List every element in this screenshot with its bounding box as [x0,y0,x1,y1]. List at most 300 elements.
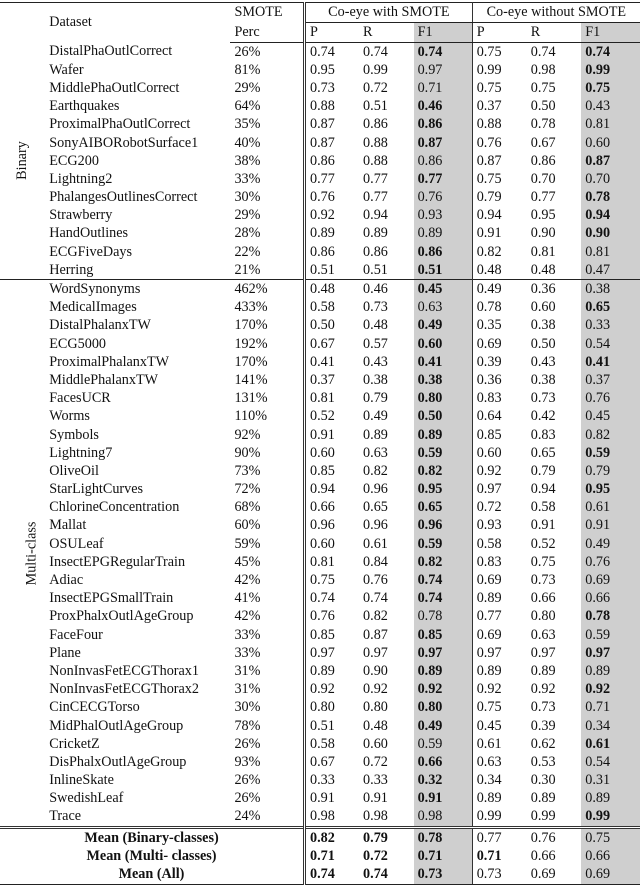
cell-p-without: 0.75 [476,79,502,96]
cell-f1-without: 0.76 [581,553,640,571]
cell-p-with: 0.67 [310,753,335,770]
cell-r-without: 0.50 [530,335,556,352]
cell-p-with: 0.67 [310,335,335,352]
cell-f1-without: 0.31 [581,772,640,790]
cell-r-with: 0.74 [363,43,388,60]
cell-f1-without: 0.54 [581,335,640,353]
cell-r-without: 0.38 [530,371,556,388]
dataset-name: MedicalImages [49,299,137,316]
cell-r-with: 0.46 [359,280,414,299]
dataset-name: Trace [49,808,82,825]
cell-f1-without: 0.75 [581,79,640,97]
cell-r-without: 0.77 [530,189,556,206]
cell-f1-with: 0.96 [414,517,473,535]
cell-f1-without: 0.41 [581,353,640,371]
cell-f1-without: 0.90 [581,225,640,243]
cell-r-with: 0.86 [363,116,388,133]
table-row [0,408,640,426]
cell-r-with: 0.60 [363,735,388,752]
cell-f1-with: 0.63 [414,299,473,317]
cell-r-without: 0.66 [530,590,556,607]
cell-r-with: 0.86 [363,243,388,260]
cell-p-with: 0.92 [310,681,335,698]
table-row [0,808,640,828]
cell-f1-without: 0.66 [581,590,640,608]
table-row [0,317,640,335]
cell-r-with: 0.88 [363,134,388,151]
cell-r-without: 0.76 [527,828,582,848]
cell-p-with: 0.51 [310,717,335,734]
cell-p-without: 0.75 [476,170,502,187]
cell-r-without: 0.73 [530,699,556,716]
smote-perc: 92% [230,426,304,444]
cell-p-with: 0.50 [310,317,335,334]
cell-p-without: 0.64 [476,408,502,425]
cell-p-with: 0.37 [310,371,335,388]
cell-r-with: 0.99 [363,61,388,78]
cell-p-with: 0.60 [310,535,335,552]
table-row [0,61,640,79]
cell-p-with: 0.51 [310,261,335,278]
dataset-name: MiddlePhaOutlCorrect [49,79,180,96]
table-row [0,335,640,353]
table-row [0,225,640,243]
cell-r-without: 0.63 [530,626,556,643]
cell-f1-without: 0.37 [581,371,640,389]
cell-r-with: 0.79 [363,390,388,407]
cell-r-with: 0.80 [363,699,388,716]
cell-p-without: 0.93 [476,517,502,534]
dataset-name: InlineSkate [49,772,114,789]
dataset-name: MiddlePhalanxTW [49,371,159,388]
smote-perc: 26% [230,43,304,62]
cell-r-without: 0.73 [530,390,556,407]
cell-r-with: 0.61 [363,535,388,552]
group-label-binary [0,43,45,280]
cell-f1-with: 0.78 [414,608,473,626]
cell-p-with: 0.73 [310,79,335,96]
table-row [0,261,640,280]
p-header-with: P [305,23,360,43]
dataset-name: ProxPhalxOutlAgeGroup [49,608,194,625]
cell-r-without: 0.60 [530,299,556,316]
cell-p-with: 0.82 [305,828,360,848]
cell-p-with: 0.74 [305,865,360,884]
table-row [0,444,640,462]
smote-perc: 192% [230,335,304,353]
table-row [0,626,640,644]
table-row [0,462,640,480]
table-row [0,134,640,152]
cell-p-with: 0.76 [310,608,335,625]
cell-p-without: 0.89 [476,590,502,607]
cell-f1-with: 0.80 [414,699,473,717]
cell-p-without: 0.91 [476,225,502,242]
table-row [0,170,640,188]
dataset-name: InsectEPGRegularTrain [49,553,186,570]
table-row [0,243,640,261]
dataset-name: OSULeaf [49,535,104,552]
cell-r-without: 0.70 [530,170,556,187]
table-row [0,535,640,553]
cell-f1-with: 0.97 [414,644,473,662]
table-row [0,98,640,116]
cell-r-without: 0.80 [530,608,556,625]
cell-r-without: 0.50 [530,98,556,115]
cell-r-with: 0.96 [363,481,388,498]
cell-f1-with: 0.73 [414,865,473,884]
smote-perc: 41% [230,590,304,608]
dataset-name: StarLightCurves [49,481,144,498]
cell-p-without: 0.97 [476,481,502,498]
cell-r-without: 0.69 [527,865,582,884]
smote-perc: 33% [230,170,304,188]
table-row [0,79,640,97]
cell-f1-without: 0.99 [581,808,640,828]
dataset-name: Adiac [49,572,84,589]
cell-r-with: 0.82 [363,608,388,625]
cell-p-with: 0.86 [310,152,335,169]
smote-perc: 42% [230,571,304,589]
cell-f1-with: 0.59 [414,735,473,753]
cell-p-with: 0.97 [310,644,335,661]
cell-r-without: 0.38 [530,317,556,334]
cell-f1-without: 0.33 [581,317,640,335]
dataset-name: CricketZ [49,735,100,752]
cell-p-with: 0.87 [310,134,335,151]
cell-r-with: 0.84 [363,553,388,570]
dataset-name: ProximalPhaOutlCorrect [49,116,191,133]
cell-r-without: 0.58 [530,499,556,516]
cell-p-with: 0.66 [310,499,335,516]
cell-f1-with: 0.45 [414,280,473,299]
cell-r-without: 0.94 [530,481,556,498]
cell-f1-without: 0.45 [581,408,640,426]
dataset-name: NonInvasFetECGThorax1 [49,662,199,679]
cell-p-without: 0.94 [476,207,502,224]
cell-p-without: 0.36 [476,371,502,388]
table-row [0,772,640,790]
cell-f1-with: 0.60 [414,335,473,353]
cell-f1-with: 0.93 [414,207,473,225]
cell-r-with: 0.82 [363,462,388,479]
cell-f1-without: 0.99 [581,61,640,79]
cell-f1-with: 0.59 [414,444,473,462]
table-row [0,662,640,680]
smote-perc: 40% [230,134,304,152]
cell-f1-with: 0.89 [414,662,473,680]
p-header-without: P [472,23,527,43]
cell-r-without: 0.36 [527,280,582,299]
cell-r-without: 0.89 [530,662,556,679]
dataset-name: DistalPhalanxTW [49,317,151,334]
cell-p-without: 0.63 [476,753,502,770]
cell-p-without: 0.49 [472,280,527,299]
cell-f1-with: 0.86 [414,243,473,261]
cell-r-with: 0.89 [363,426,388,443]
cell-p-without: 0.92 [476,681,502,698]
dataset-name: FaceFour [49,626,103,643]
cell-f1-without: 0.81 [581,116,640,134]
cell-f1-without: 0.92 [581,681,640,699]
cell-r-without: 0.74 [530,43,556,60]
cell-f1-with: 0.98 [414,808,473,828]
cell-p-with: 0.58 [310,299,335,316]
smote-perc: 26% [230,790,304,808]
mean-row [0,828,640,848]
cell-p-with: 0.95 [310,61,335,78]
cell-p-with: 0.85 [310,626,335,643]
cell-p-without: 0.69 [476,626,502,643]
cell-r-with: 0.87 [363,626,388,643]
table-row [0,481,640,499]
cell-f1-with: 0.89 [414,225,473,243]
cell-p-without: 0.60 [476,444,502,461]
dataset-name: Strawberry [49,207,113,224]
cell-r-without: 0.65 [530,444,556,461]
dataset-name: ECG5000 [49,335,107,352]
cell-r-with: 0.38 [363,371,388,388]
cell-p-without: 0.78 [476,299,502,316]
dataset-header: Dataset [45,3,230,43]
mean-label: Mean (Binary-classes) [0,828,305,848]
cell-p-without: 0.97 [476,644,502,661]
dataset-name: Symbols [49,426,99,443]
cell-r-without: 0.97 [530,644,556,661]
table-body [0,43,640,885]
smote-perc: 29% [230,207,304,225]
cell-p-with: 0.81 [310,553,335,570]
cell-p-with: 0.91 [310,790,335,807]
cell-p-with: 0.85 [310,462,335,479]
cell-f1-without: 0.74 [581,43,640,62]
cell-f1-with: 0.82 [414,462,473,480]
group-header-with-smote: Co-eye with SMOTE [305,3,473,23]
dataset-name: NonInvasFetECGThorax2 [49,681,199,698]
cell-f1-without: 0.65 [581,299,640,317]
cell-p-with: 0.76 [310,189,335,206]
cell-f1-without: 0.70 [581,170,640,188]
cell-f1-with: 0.59 [414,535,473,553]
mean-row [0,847,640,865]
table-row [0,43,640,62]
table-row [0,426,640,444]
cell-r-with: 0.77 [363,170,388,187]
smote-perc: 35% [230,116,304,134]
cell-p-without: 0.73 [472,865,527,884]
cell-p-without: 0.85 [476,426,502,443]
group-label-text: Binary [14,141,31,181]
mean-label: Mean (All) [0,865,305,884]
cell-p-with: 0.81 [310,390,335,407]
cell-r-with: 0.89 [363,225,388,242]
cell-f1-with: 0.32 [414,772,473,790]
table-row [0,590,640,608]
cell-r-without: 0.81 [530,243,556,260]
table-row [0,189,640,207]
cell-f1-with: 0.41 [414,353,473,371]
table-row [0,681,640,699]
dataset-name: ChlorineConcentration [49,499,180,516]
cell-p-with: 0.33 [310,772,335,789]
cell-f1-with: 0.80 [414,390,473,408]
cell-p-with: 0.87 [310,116,335,133]
cell-p-with: 0.71 [310,847,335,864]
smote-perc: 131% [230,390,304,408]
cell-p-without: 0.45 [476,717,502,734]
cell-r-without: 0.92 [530,681,556,698]
cell-f1-without: 0.76 [581,390,640,408]
cell-f1-without: 0.34 [581,717,640,735]
cell-p-with: 0.91 [310,426,335,443]
cell-r-without: 0.75 [530,553,556,570]
cell-f1-without: 0.69 [581,571,640,589]
table-row [0,553,640,571]
smote-perc: 21% [230,261,304,280]
smote-perc: 72% [230,481,304,499]
cell-f1-with: 0.71 [414,847,473,865]
cell-r-with: 0.97 [363,644,388,661]
group-label-multi [0,280,45,828]
cell-f1-with: 0.51 [414,261,473,280]
group-label-text: Multi-class [23,521,40,586]
cell-p-without: 0.76 [476,134,502,151]
dataset-name: PhalangesOutlinesCorrect [49,189,198,206]
cell-r-with: 0.90 [363,662,388,679]
cell-f1-without: 0.87 [581,152,640,170]
dataset-name: SwedishLeaf [49,790,124,807]
cell-p-with: 0.88 [310,98,335,115]
dataset-name: WordSynonyms [45,280,230,299]
dataset-name: Herring [49,261,94,278]
cell-f1-without: 0.75 [581,828,640,848]
cell-r-with: 0.72 [363,753,388,770]
table-row [0,571,640,589]
table-row [0,608,640,626]
cell-f1-with: 0.91 [414,790,473,808]
smote-perc: 141% [230,371,304,389]
cell-p-without: 0.75 [476,699,502,716]
dataset-name: OliveOil [49,462,99,479]
cell-r-without: 0.75 [530,79,556,96]
cell-r-with: 0.72 [363,79,388,96]
cell-f1-without: 0.78 [581,189,640,207]
cell-p-with: 0.48 [305,280,360,299]
mean-label: Mean (Multi- classes) [0,847,305,865]
dataset-name: Wafer [49,61,84,78]
dataset-name: Earthquakes [49,98,120,115]
dataset-name: DisPhalxOutlAgeGroup [49,753,187,770]
cell-f1-without: 0.61 [581,735,640,753]
cell-p-without: 0.48 [476,261,502,278]
smote-perc: 170% [230,317,304,335]
cell-r-without: 0.67 [530,134,556,151]
perc-header: Perc [230,23,304,43]
cell-p-with: 0.74 [310,43,335,60]
cell-p-with: 0.86 [310,243,335,260]
dataset-name: InsectEPGSmallTrain [49,590,174,607]
cell-r-without: 0.30 [530,772,556,789]
cell-f1-without: 0.89 [581,662,640,680]
f1-header-with: F1 [414,23,473,43]
cell-p-without: 0.99 [476,808,502,825]
cell-f1-with: 0.77 [414,170,473,188]
smote-perc: 93% [230,753,304,771]
cell-f1-with: 0.66 [414,753,473,771]
smote-perc: 433% [230,299,304,317]
cell-f1-without: 0.71 [581,699,640,717]
cell-f1-without: 0.47 [581,261,640,280]
table-row [0,517,640,535]
cell-f1-with: 0.65 [414,499,473,517]
cell-p-with: 0.77 [310,170,335,187]
cell-r-without: 0.62 [530,735,556,752]
cell-p-without: 0.58 [476,535,502,552]
cell-f1-without: 0.89 [581,790,640,808]
cell-p-without: 0.89 [476,790,502,807]
cell-p-with: 0.92 [310,207,335,224]
smote-perc: 26% [230,735,304,753]
dataset-name: Lightning7 [49,444,113,461]
cell-p-with: 0.94 [310,481,335,498]
cell-p-without: 0.77 [476,608,502,625]
cell-f1-with: 0.71 [414,79,473,97]
table-row [0,371,640,389]
cell-p-without: 0.37 [476,98,502,115]
dataset-name: Plane [49,644,81,661]
cell-p-without: 0.82 [476,243,502,260]
cell-p-with: 0.41 [310,353,335,370]
smote-perc: 170% [230,353,304,371]
cell-p-with: 0.89 [310,225,335,242]
cell-f1-without: 0.38 [581,280,640,299]
table-row [0,717,640,735]
cell-r-without: 0.39 [530,717,556,734]
smote-perc: 90% [230,444,304,462]
smote-perc: 78% [230,717,304,735]
cell-r-with: 0.88 [363,152,388,169]
dataset-name: MidPhalOutlAgeGroup [49,717,184,734]
cell-f1-with: 0.74 [414,43,473,62]
cell-p-without: 0.61 [476,735,502,752]
cell-p-without: 0.77 [472,828,527,848]
dataset-name: ProximalPhalanxTW [49,353,170,370]
smote-perc: 110% [230,408,304,426]
cell-r-without: 0.66 [530,847,556,864]
cell-p-with: 0.60 [310,444,335,461]
cell-f1-with: 0.86 [414,152,473,170]
cell-r-without: 0.42 [530,408,556,425]
cell-r-without: 0.83 [530,426,556,443]
smote-perc: 30% [230,699,304,717]
cell-r-with: 0.91 [363,790,388,807]
cell-p-without: 0.92 [476,462,502,479]
dataset-name: CinCECGTorso [49,699,140,716]
cell-f1-with: 0.86 [414,116,473,134]
results-table [0,2,640,885]
f1-header-without: F1 [581,23,640,43]
smote-perc: 38% [230,152,304,170]
cell-r-with: 0.33 [363,772,388,789]
cell-f1-without: 0.82 [581,426,640,444]
cell-f1-with: 0.38 [414,371,473,389]
table-row [0,207,640,225]
cell-p-with: 0.52 [310,408,335,425]
dataset-name: DistalPhaOutlCorrect [49,43,173,60]
cell-p-with: 0.96 [310,517,335,534]
cell-f1-with: 0.85 [414,626,473,644]
smote-perc: 42% [230,608,304,626]
